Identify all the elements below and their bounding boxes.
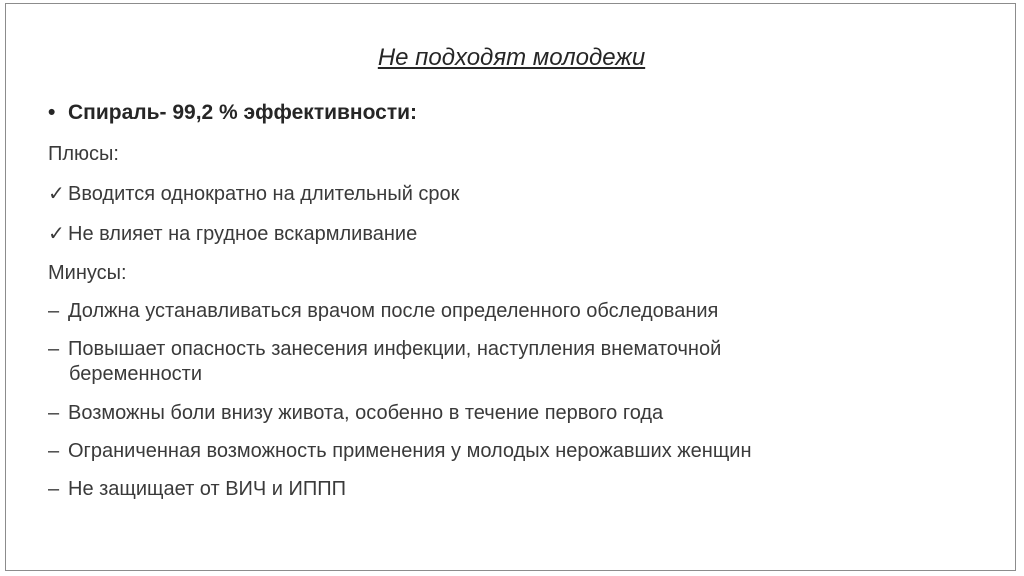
pros-item: [48, 222, 417, 246]
pros-item-text: Вводится однократно на длительный срок: [68, 183, 460, 205]
cons-item-text: Не защищает от ВИЧ и ИППП: [68, 478, 347, 500]
pros-item-text: Не влияет на грудное вскармливание: [68, 223, 418, 245]
slide-title: Не подходят молодежи: [377, 44, 646, 71]
heading-text: Спираль- 99,2 % эффективности:: [68, 101, 418, 124]
dash-icon: –: [48, 338, 60, 360]
dash-icon: –: [48, 478, 60, 500]
cons-item-text: Возможны боли внизу живота, особенно в течение первого года: [68, 402, 664, 424]
dash-icon: –: [48, 300, 60, 322]
dash-icon: –: [48, 440, 60, 462]
cons-item: [48, 337, 721, 361]
check-icon: ✓: [48, 223, 65, 245]
pros-label: Плюсы:: [48, 143, 119, 165]
cons-label: Минусы:: [48, 262, 127, 284]
slide: [5, 3, 1016, 571]
cons-item: [48, 299, 718, 323]
cons-item-text: Ограниченная возможность применения у молодых нерожавших женщин: [68, 440, 752, 462]
cons-item-continuation: беременности: [69, 363, 203, 385]
bullet-icon: •: [48, 101, 56, 124]
check-icon: ✓: [48, 183, 65, 205]
cons-item: [48, 439, 752, 463]
cons-item-text: Должна устанавливаться врачом после определенного обследования: [68, 300, 719, 322]
cons-item: [48, 401, 663, 425]
dash-icon: –: [48, 402, 60, 424]
pros-item: [48, 182, 459, 206]
cons-item: [48, 477, 346, 501]
cons-item-text: Повышает опасность занесения инфекции, наступления внематочной: [68, 338, 722, 360]
heading-bullet-item: [48, 101, 417, 125]
